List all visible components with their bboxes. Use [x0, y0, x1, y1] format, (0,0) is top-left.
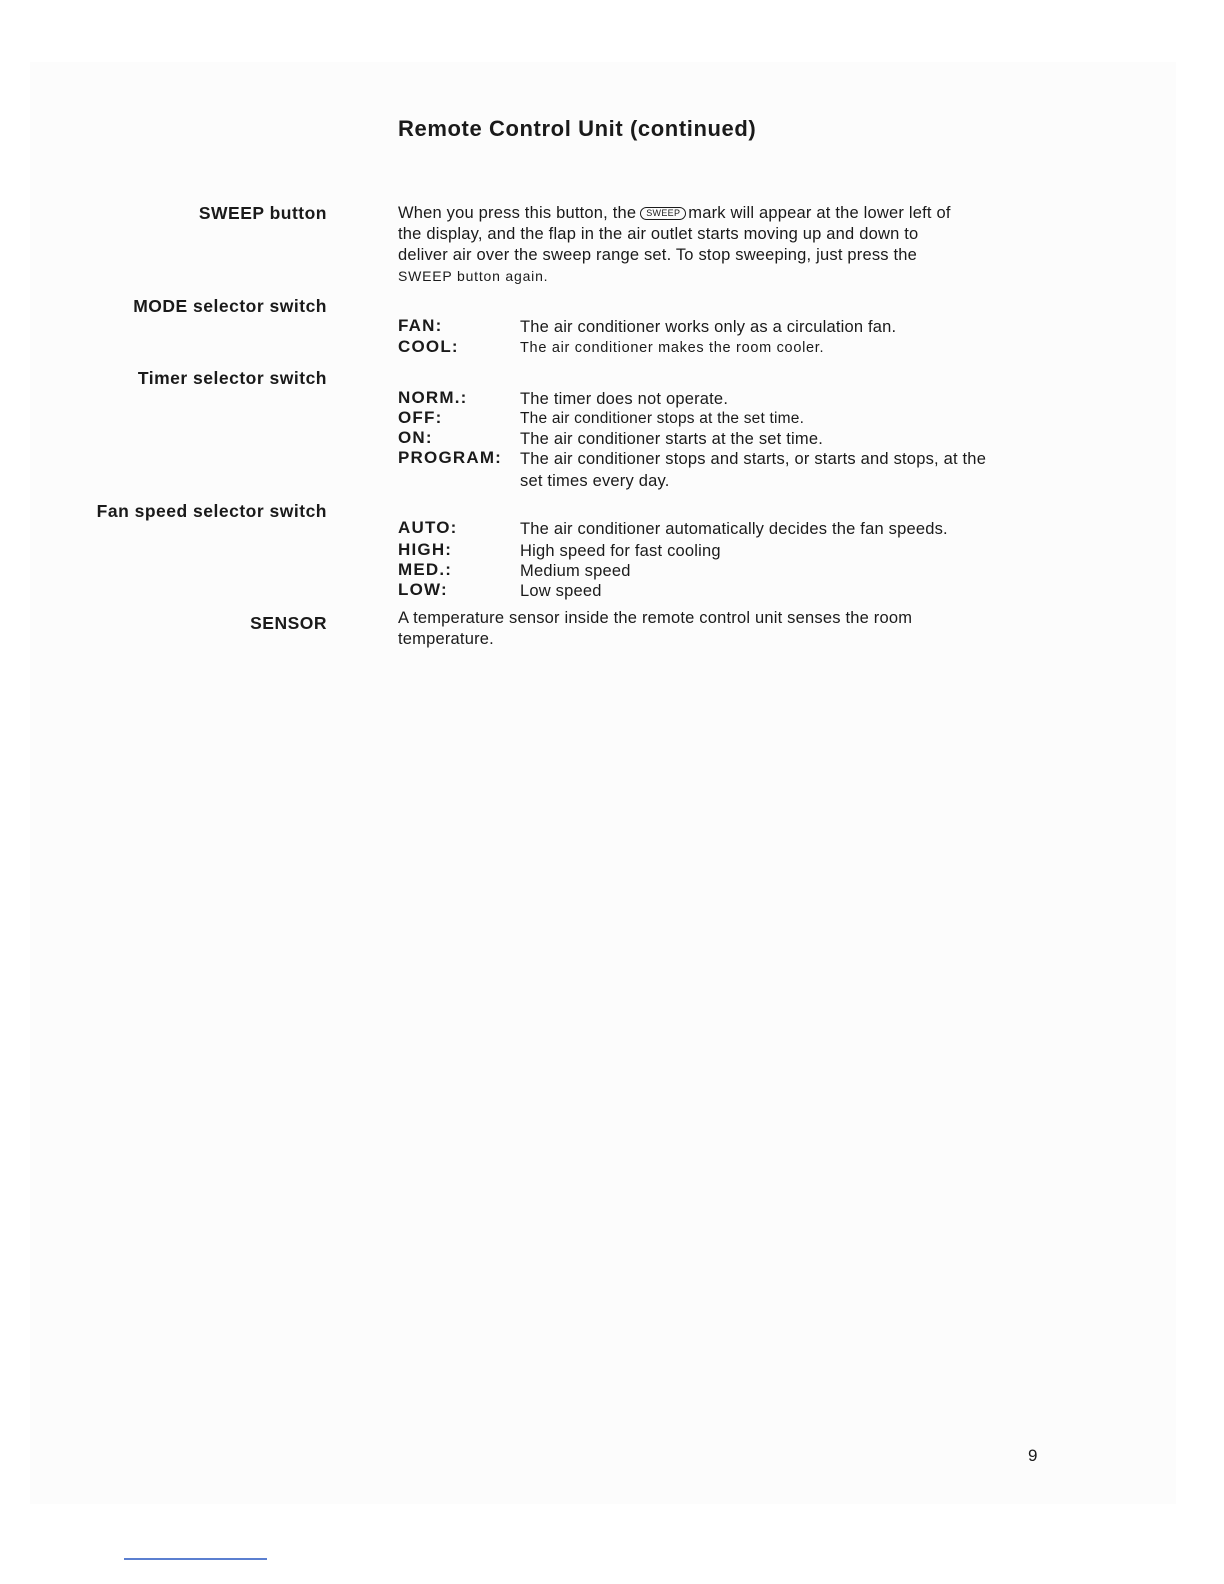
fan-speed-desc: The air conditioner automatically decides the fan speeds.: [520, 520, 948, 538]
fan-speed-desc: Low speed: [520, 582, 602, 600]
sweep-mark-icon: SWEEP: [640, 207, 686, 220]
timer-desc: The air conditioner starts at the set time.: [520, 430, 823, 448]
sensor-line-1: A temperature sensor inside the remote control unit senses the room: [398, 609, 913, 627]
sweep-description: [398, 203, 951, 287]
sweep-line-1: When you press this button, the SWEEP mark will appear at the lower left of: [398, 204, 951, 222]
mode-key: FAN:: [398, 316, 443, 335]
timer-desc-continued: set times every day.: [520, 472, 670, 490]
timer-desc: The air conditioner stops and starts, or starts and stops, at the: [520, 450, 987, 468]
timer-desc: The air conditioner stops at the set time.: [520, 410, 805, 427]
mode-key: COOL:: [398, 337, 459, 356]
page-title: Remote Control Unit (continued): [398, 116, 757, 141]
fan-speed-key: MED.:: [398, 560, 453, 579]
timer-desc: The timer does not operate.: [520, 390, 729, 408]
footer-rule: [124, 1558, 267, 1560]
fan-speed-key: AUTO:: [398, 518, 458, 537]
mode-selector-heading: MODE selector switch: [133, 296, 327, 316]
timer-key: ON:: [398, 428, 433, 447]
timer-key: NORM.:: [398, 388, 468, 407]
sensor-description: [398, 608, 912, 650]
timer-key: OFF:: [398, 408, 443, 427]
timer-key: PROGRAM:: [398, 448, 503, 467]
sensor-line-2: temperature.: [398, 630, 494, 648]
fan-speed-key: LOW:: [398, 580, 448, 599]
fan-speed-key: HIGH:: [398, 540, 453, 559]
fan-speed-desc: Medium speed: [520, 562, 631, 580]
timer-selector-heading: Timer selector switch: [137, 368, 327, 388]
fan-speed-desc: High speed for fast cooling: [520, 542, 721, 560]
sweep-line-4: SWEEP button again.: [398, 268, 549, 284]
sweep-line-3: deliver air over the sweep range set. To stop sweeping, just press the: [398, 246, 918, 264]
mode-desc: The air conditioner works only as a circulation fan.: [520, 318, 897, 336]
page-number: 9: [1028, 1446, 1038, 1465]
sweep-line-2: the display, and the flap in the air outlet starts moving up and down to: [398, 225, 919, 243]
sensor-heading: SENSOR: [250, 613, 327, 633]
mode-desc: The air conditioner makes the room cooler.: [520, 340, 825, 356]
fan-speed-selector-heading: Fan speed selector switch: [96, 501, 327, 521]
sweep-button-heading: SWEEP button: [198, 203, 327, 223]
